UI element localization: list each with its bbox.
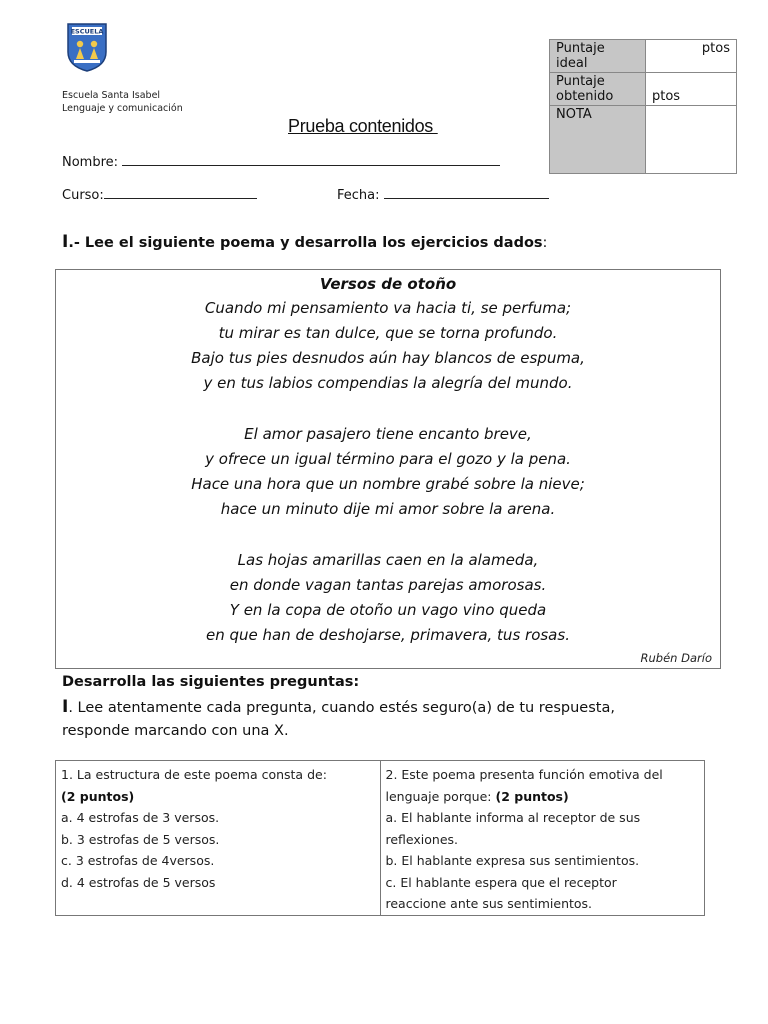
school-name: Escuela Santa Isabel: [62, 90, 161, 101]
date-field: [337, 186, 549, 203]
question-2-option-c[interactable]: c. El hablante espera que el receptor: [385, 874, 617, 890]
poem-line: en que han de deshojarse, primavera, tus rosas.: [206, 626, 570, 644]
school-info: [62, 89, 183, 115]
grade-value[interactable]: [646, 106, 737, 174]
obtained-score-value[interactable]: ptos: [646, 73, 737, 106]
poem-line: en donde vagan tantas parejas amorosas.: [229, 576, 547, 594]
course-label: Curso:: [62, 188, 104, 203]
question-1-option-d[interactable]: d. 4 estrofas de 5 versos: [61, 874, 216, 890]
question-1-prompt: 1. La estructura de este poema consta de:: [61, 767, 327, 782]
question-1-points: (2 puntos): [61, 788, 135, 804]
poem-box: [55, 269, 721, 669]
poem-line: tu mirar es tan dulce, que se torna profundo.: [218, 324, 558, 342]
question-1: [56, 761, 381, 916]
course-field: [62, 186, 257, 203]
score-table: [549, 39, 737, 174]
poem-line: y en tus labios compendias la alegría del mundo.: [203, 374, 573, 392]
course-input-line[interactable]: [104, 186, 257, 199]
poem-line: Cuando mi pensamiento va hacia ti, se perfuma;: [204, 299, 572, 317]
question-2-prompt-cont: lenguaje porque:: [385, 788, 496, 804]
questions-heading: Desarrolla las siguientes preguntas:: [62, 674, 360, 690]
logo-text: ESCUELA: [70, 27, 104, 36]
question-1-option-a[interactable]: a. 4 estrofas de 3 versos.: [61, 810, 220, 825]
question-1-option-b[interactable]: b. 3 estrofas de 5 versos.: [61, 831, 220, 847]
question-2-points: (2 puntos): [495, 788, 569, 804]
question-2-option-a-cont[interactable]: reflexiones.: [385, 831, 459, 847]
poem-line: Las hojas amarillas caen en la alameda,: [237, 551, 539, 569]
section-heading: I.- Lee el siguiente poema y desarrolla los ejercicios dados:: [62, 232, 548, 252]
ideal-score-value[interactable]: ptos: [646, 40, 737, 73]
poem-line: Hace una hora que un nombre grabé sobre la nieve;: [191, 475, 585, 493]
question-1-option-c[interactable]: c. 3 estrofas de 4versos.: [61, 853, 215, 868]
question-2-prompt: 2. Este poema presenta función emotiva del: [385, 767, 663, 782]
date-label: Fecha:: [337, 188, 380, 203]
obtained-score-label: Puntaje obtenido: [550, 73, 646, 106]
poem-author: Rubén Darío: [640, 651, 712, 665]
question-2-option-a[interactable]: a. El hablante informa al receptor de sus: [385, 810, 641, 825]
school-subject: Lenguaje y comunicación: [62, 103, 183, 114]
poem-line: Y en la copa de otoño un vago vino queda: [229, 601, 547, 619]
questions-table: [55, 760, 705, 916]
poem-line: Bajo tus pies desnudos aún hay blancos de espuma,: [191, 349, 585, 367]
ideal-score-label: Puntaje ideal: [550, 40, 646, 73]
poem-line: El amor pasajero tiene encanto breve,: [244, 425, 532, 443]
name-field: [62, 153, 500, 170]
poem-line: hace un minuto dije mi amor sobre la arena.: [220, 500, 556, 518]
date-input-line[interactable]: [384, 186, 549, 199]
poem-line: y ofrece un igual término para el gozo y la pena.: [205, 450, 571, 468]
poem-title: Versos de otoño: [319, 275, 457, 293]
school-logo: [66, 22, 108, 72]
page-title: Prueba contenidos: [288, 116, 434, 136]
instructions-line-1: I. Lee atentamente cada pregunta, cuando estés seguro(a) de tu respuesta,: [62, 697, 615, 717]
name-input-line[interactable]: [122, 153, 500, 166]
instructions-line-2: responde marcando con una X.: [62, 723, 289, 739]
question-2-option-b[interactable]: b. El hablante expresa sus sentimientos.: [385, 853, 640, 868]
grade-label: NOTA: [550, 106, 646, 174]
question-2-option-c-cont[interactable]: reaccione ante sus sentimientos.: [385, 896, 593, 911]
name-label: Nombre:: [62, 155, 119, 170]
question-2: [380, 761, 705, 916]
